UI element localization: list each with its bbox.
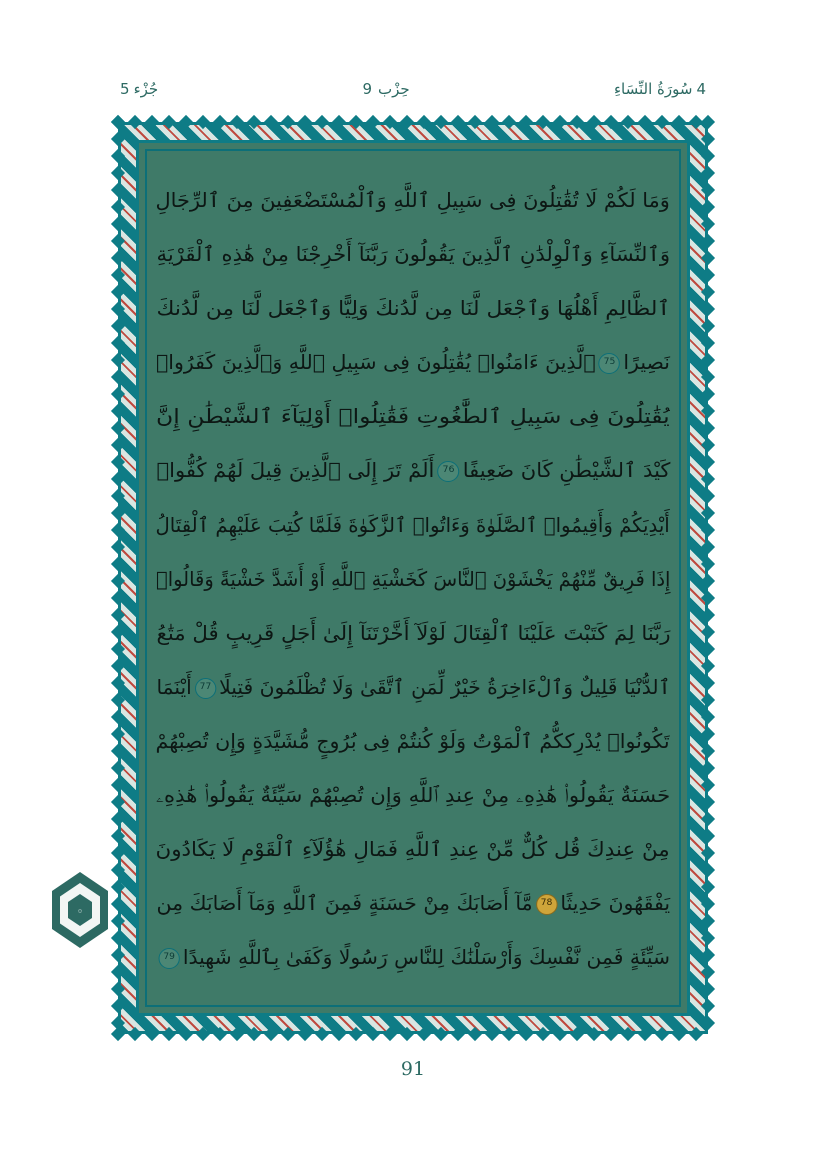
ayah-line-row [156,282,670,334]
juz-label: جُزْء [133,80,159,98]
ayah-text: نَصِيرًا [623,349,670,374]
page-number: 91 [400,1058,426,1080]
ayah-line-row [156,445,670,497]
ayah-line-row [156,932,670,984]
ayah-text: كَيْدَ ٱلشَّيْطَٰنِ كَانَ ضَعِيفًا [462,458,670,483]
ayah-text: ٱلدُّنْيَا قَلِيلٌ وَٱلْءَاخِرَةُ خَيْرٌ لِّمَنِ ٱتَّقَىٰ وَلَا تُظْلَمُونَ فَتِيلًا [218,674,670,699]
sura-label: سُورَةُ النِّسَاءِ [613,80,693,98]
ayah-line-row [156,878,670,930]
ayah-number-marker: 76 [437,461,459,482]
ayah-line-row [156,770,670,822]
ayah-line-row [156,553,670,605]
juz-number: 5 [120,80,130,98]
ayah-line-row [156,228,670,280]
ayah-line [156,892,670,915]
ayah-line-row [156,174,670,226]
ayah-line [156,676,670,699]
page-header [120,72,706,106]
ayah-text: مِنْ عِندِكَ قُل كُلٌّ مِّنْ عِندِ ٱللَّهِ فَمَالِ هَٰؤُلَآءِ ٱلْقَوْمِ لَا يَكَادُونَ [155,837,671,862]
ayah-number-marker: 75 [599,353,621,374]
hizb-number: 9 [362,80,373,98]
ayah-line [156,568,670,590]
ayah-text-continued: ٱلَّذِينَ ءَامَنُوا۟ يُقَٰتِلُونَ فِى سَبِيلِ ٱللَّهِ وَٱلَّذِينَ كَفَرُوا۟ [156,349,596,374]
ayah-text: سَيِّئَةٍ فَمِن نَّفْسِكَ وَأَرْسَلْنَٰكَ لِلنَّاسِ رَسُولًا وَكَفَىٰ بِٱللَّهِ شَهِيدًا [183,945,671,970]
ayah-line [156,838,670,860]
ayah-text: وَٱلنِّسَآءِ وَٱلْوِلْدَٰنِ ٱلَّذِينَ يَقُولُونَ رَبَّنَآ أَخْرِجْنَا مِنْ هَٰذِهِ ٱلْقَرْيَةِ [156,241,670,266]
ayah-line [156,459,670,482]
ayah-line-row [156,336,670,388]
ayah-line [156,622,670,644]
ayah-text: رَبَّنَا لِمَ كَتَبْتَ عَلَيْنَا ٱلْقِتَالَ لَوْلَآ أَخَّرْتَنَآ إِلَىٰ أَجَلٍ قَرِيبٍ قُلْ مَتَٰعُ [156,620,670,645]
ayah-text-continued: مَّآ أَصَابَكَ مِنْ حَسَنَةٍ فَمِنَ ٱللَّهِ وَمَآ أَصَابَكَ مِن [156,891,533,916]
ayah-line-row [156,499,670,551]
ayah-line-row [156,715,670,767]
ayah-line [156,946,670,969]
ayah-line-row [156,824,670,876]
ayah-line [156,351,670,374]
ayah-number-marker: 79 [159,948,180,969]
ayah-line [156,405,670,427]
ayah-line [156,189,670,211]
ayah-text: إِذَا فَرِيقٌ مِّنْهُمْ يَخْشَوْنَ ٱلنَّاسَ كَخَشْيَةِ ٱللَّهِ أَوْ أَشَدَّ خَشْيَةً وَقَالُوا۟ [155,566,671,591]
ayah-line [156,243,670,265]
ayah-line [156,730,670,752]
ayah-text: ٱلظَّالِمِ أَهْلُهَا وَٱجْعَل لَّنَا مِن لَّدُنكَ وَلِيًّا وَٱجْعَل لَّنَا مِن لَّدُنكَ [156,296,670,321]
quran-text-block [156,168,670,990]
ayah-line-row [156,661,670,713]
ayah-text-continued: أَلَمْ تَرَ إِلَى ٱلَّذِينَ قِيلَ لَهُمْ كُفُّوا۟ [156,458,434,483]
ayah-number-marker: 77 [194,678,215,699]
medallion-label: ۞ [77,906,83,914]
ayah-text: يُقَٰتِلُونَ فِى سَبِيلِ ٱلطَّٰغُوتِ فَقَٰتِلُوا۟ أَوْلِيَآءَ ٱلشَّيْطَٰنِ إِنَّ [156,404,670,429]
ayah-text: وَمَا لَكُمْ لَا تُقَٰتِلُونَ فِى سَبِيلِ ٱللَّهِ وَٱلْمُسْتَضْعَفِينَ مِنَ ٱلرِّجَالِ [155,187,671,212]
ayah-text-continued: أَيْنَمَا [156,674,192,699]
sura-title [614,80,706,98]
ayah-line [156,514,670,536]
sajda-medallion [52,872,108,948]
ayah-number-marker: 78 [535,894,557,915]
ayah-line [156,784,670,806]
ayah-line [156,297,670,319]
hizb-indicator [362,80,409,98]
ayah-text: حَسَنَةٌ يَقُولُوا۟ هَٰذِهِۦ مِنْ عِندِ ٱللَّهِ وَإِن تُصِبْهُمْ سَيِّئَةٌ يَقُولُوا۟ هَٰذِهِۦ [155,783,671,808]
sura-number: 4 [696,80,706,98]
ayah-text: أَيْدِيَكُمْ وَأَقِيمُوا۟ ٱلصَّلَوٰةَ وَءَاتُوا۟ ٱلزَّكَوٰةَ فَلَمَّا كُتِبَ عَلَيْهِمُ ٱلْقِتَالُ [155,512,671,537]
ayah-line-row [156,391,670,443]
hizb-label: حِزْب [378,80,410,98]
ayah-text: تَكُونُوا۟ يُدْرِككُّمُ ٱلْمَوْتُ وَلَوْ كُنتُمْ فِى بُرُوجٍ مُّشَيَّدَةٍ وَإِن تُصِبْهُمْ [155,729,671,754]
ayah-text: يَفْقَهُونَ حَدِيثًا [560,891,670,916]
juz-indicator [120,80,158,98]
ayah-line-row [156,607,670,659]
